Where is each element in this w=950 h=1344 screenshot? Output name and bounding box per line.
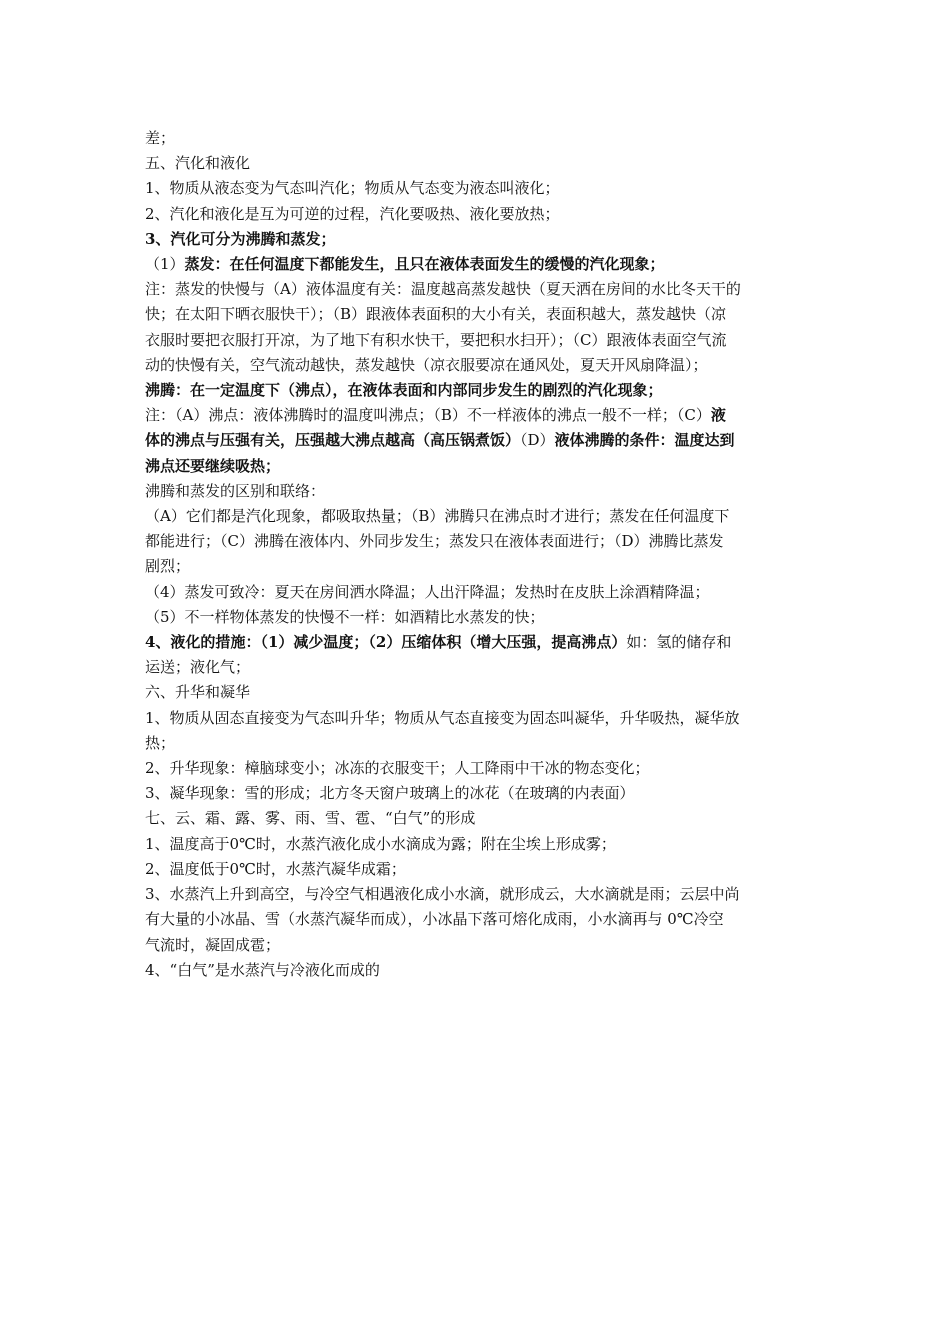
text-line [145,176,810,201]
text-span: 3、凝华现象：雪的形成；北方冬天窗户玻璃上的冰花（在玻璃的内表面） [145,784,635,803]
text-span: 4、“白气”是水蒸汽与冷液化而成的 [145,960,380,979]
liquefaction-methods [145,630,810,680]
boiling-note [145,403,810,479]
text-span: 七、云、霜、露、雾、雨、雪、雹、“白气”的形成 [145,809,476,828]
section-heading [145,151,810,176]
text-line [145,781,810,806]
text-line [145,580,810,605]
bold-span: 4、液化的措施：（1）减少温度；（2）压缩体积（增大压强，提高沸点） [145,633,627,652]
text-span: （D） [520,431,555,450]
text-span: （1） [145,255,185,274]
evaporation-note [145,277,810,378]
text-span: 1、温度高于0℃时，水蒸汽液化成小水滴成为露；附在尘埃上形成雾； [145,834,616,853]
bold-span: 液 [710,406,726,425]
comparison-paragraph [145,504,810,580]
text-span: 衣服时要把衣服打开凉，为了地下有积水快干，要把积水扫开）；（C）跟液体表面空气流 [145,330,727,349]
text-span: （4）蒸发可致冷：夏天在房间洒水降温；人出汗降温；发热时在皮肤上涂酒精降温； [145,582,710,601]
text-span: 3、汽化可分为沸腾和蒸发； [145,229,336,248]
text-span: 五、汽化和液化 [145,154,251,173]
sublimation-definition [145,706,810,756]
text-span: 3、水蒸汽上升到高空，与冷空气相遇液化成小水滴，就形成云，大水滴就是雨；云层中尚 [145,885,740,904]
text-span: 沸腾和蒸发的区别和联络： [145,481,326,500]
evaporation-definition [145,252,810,277]
text-span: （5）不一样物体蒸发的快慢不一样：如酒精比水蒸发的快； [145,607,545,626]
text-span: （A）它们都是汽化现象，都吸取热量；（B）沸腾只在沸点时才进行；蒸发在任何温度下 [145,507,730,526]
text-line [145,756,810,781]
text-span: 快；在太阳下晒衣服快干）；（B）跟液体表面积的大小有关，表面积越大，蒸发越快（凉 [145,305,727,324]
text-span: 如：氢的储存和 [626,633,732,652]
text-span: 运送；液化气； [145,658,251,677]
text-span: 沸腾：在一定温度下（沸点），在液体表面和内部同步发生的剧烈的汽化现象； [145,381,663,400]
text-line [145,479,810,504]
bold-span: 液体沸腾的条件：温度达到 [554,431,735,450]
text-span: 2、升华现象：樟脑球变小；冰冻的衣服变干；人工降雨中干冰的物态变化； [145,759,650,778]
text-span: 2、汽化和液化是互为可逆的过程，汽化要吸热、液化要放热； [145,204,560,223]
text-span: 1、物质从液态变为气态叫汽化；物质从气态变为液态叫液化； [145,179,560,198]
bold-span: 体的沸点与压强有关，压强越大沸点越高（高压锅煮饭） [145,431,521,450]
section-heading [145,806,810,831]
text-span: 注：（A）沸点：液体沸腾时的温度叫沸点；（B）不一样液体的沸点一般不一样；（C） [145,406,711,425]
boiling-definition [145,378,810,403]
text-line [145,202,810,227]
clouds-rain-paragraph [145,882,810,958]
bold-span: 蒸发：在任何温度下都能发生，且只在液体表面发生的缓慢的汽化现象； [184,255,665,274]
text-span: 注：蒸发的快慢与（A）液体温度有关：温度越高蒸发越快（夏天洒在房间的水比冬天干的 [145,280,741,299]
text-line [145,605,810,630]
text-span: 差； [145,129,176,147]
text-span: 热； [145,733,176,752]
bold-span: 沸点还要继续吸热； [145,456,281,475]
text-span: 都能进行；（C）沸腾在液体内、外同步发生；蒸发只在液体表面进行；（D）沸腾比蒸发 [145,532,724,551]
text-line [145,958,810,983]
text-span: 有大量的小冰晶、雪（水蒸汽凝华而成），小冰晶下落可熔化成雨，小水滴再与 0℃冷空 [145,910,724,929]
text-span: 1、物质从固态直接变为气态叫升华；物质从气态直接变为固态叫凝华，升华吸热，凝华放 [145,708,740,727]
text-line [145,126,810,151]
section-heading [145,680,810,705]
text-span: 六、升华和凝华 [145,683,251,702]
bold-line [145,227,810,252]
text-line [145,832,810,857]
text-span: 动的快慢有关，空气流动越快，蒸发越快（凉衣服要凉在通风处，夏天开风扇降温）； [145,355,708,374]
text-line [145,857,810,882]
text-span: 剧烈； [145,557,191,576]
text-span: 气流时，凝固成雹； [145,935,281,954]
document-body [145,126,810,983]
text-span: 2、温度低于0℃时，水蒸汽凝华成霜； [145,859,406,878]
